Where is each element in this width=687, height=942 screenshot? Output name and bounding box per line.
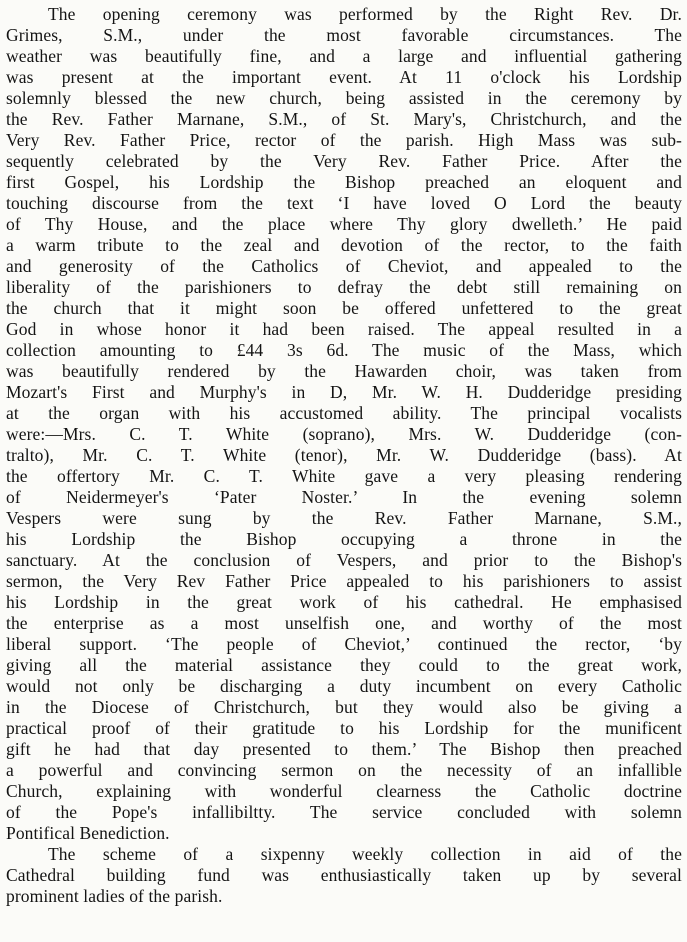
paragraph-opening-ceremony xyxy=(6,4,682,844)
text-line: at the organ with his accustomed ability. The principal vocalists xyxy=(6,403,682,423)
text-line: the church that it might soon be offered unfettered to the great xyxy=(6,298,682,318)
text-line: Very Rev. Father Price, rector of the parish. High Mass was sub- xyxy=(6,130,682,150)
text-line: was beautifully rendered by the Hawarden choir, was taken from xyxy=(6,361,682,381)
text-line: Pontifical Benediction. xyxy=(6,823,170,843)
text-line: The scheme of a sixpenny weekly collection in aid of the xyxy=(48,844,682,864)
text-line: was present at the important event. At 11 o'clock his Lordship xyxy=(6,67,682,87)
text-line: touching discourse from the text ‘I have loved O Lord the beauty xyxy=(6,193,682,213)
text-line: liberal support. ‘The people of Cheviot,’ continued the rector, ‘by xyxy=(6,634,682,654)
text-line: first Gospel, his Lordship the Bishop preached an eloquent and xyxy=(6,172,682,192)
text-line: a warm tribute to the zeal and devotion of the rector, to the faith xyxy=(6,235,682,255)
text-line: collection amounting to £44 3s 6d. The music of the Mass, which xyxy=(6,340,682,360)
text-line: sequently celebrated by the Very Rev. Father Price. After the xyxy=(6,151,682,171)
text-line: his Lordship in the great work of his cathedral. He emphasised xyxy=(6,592,682,612)
text-line: Vespers were sung by the Rev. Father Marnane, S.M., xyxy=(6,508,682,528)
text-line: Church, explaining with wonderful clearness the Catholic doctrine xyxy=(6,781,682,801)
text-line: the enterprise as a most unselfish one, and worthy of the most xyxy=(6,613,682,633)
text-line: and generosity of the Catholics of Cheviot, and appealed to the xyxy=(6,256,682,276)
text-line: Mozart's First and Murphy's in D, Mr. W. H. Dudderidge presiding xyxy=(6,382,682,402)
text-line: a powerful and convincing sermon on the necessity of an infallible xyxy=(6,760,682,780)
text-line: the Rev. Father Marnane, S.M., of St. Mary's, Christchurch, and the xyxy=(6,109,682,129)
text-line: of Neidermeyer's ‘Pater Noster.’ In the evening solemn xyxy=(6,487,682,507)
text-line: giving all the material assistance they could to the great work, xyxy=(6,655,682,675)
text-line: of Thy House, and the place where Thy glory dwelleth.’ He paid xyxy=(6,214,682,234)
text-line: would not only be discharging a duty incumbent on every Catholic xyxy=(6,676,682,696)
text-line: prominent ladies of the parish. xyxy=(6,886,223,906)
text-line: of the Pope's infallibiltty. The service concluded with solemn xyxy=(6,802,682,822)
text-line: sanctuary. At the conclusion of Vespers, and prior to the Bishop's xyxy=(6,550,682,570)
paragraph-sixpenny-collection xyxy=(6,844,682,907)
text-line: liberality of the parishioners to defray the debt still remaining on xyxy=(6,277,682,297)
text-line: The opening ceremony was performed by the Right Rev. Dr. xyxy=(48,4,682,24)
text-line: practical proof of their gratitude to his Lordship for the munificent xyxy=(6,718,682,738)
text-line: were:—Mrs. C. T. White (soprano), Mrs. W. Dudderidge (con- xyxy=(6,424,682,444)
text-line: Grimes, S.M., under the most favorable circumstances. The xyxy=(6,25,682,45)
article-column xyxy=(6,4,682,907)
text-line: Cathedral building fund was enthusiastically taken up by several xyxy=(6,865,682,885)
text-line: sermon, the Very Rev Father Price appealed to his parishioners to assist xyxy=(6,571,682,591)
text-line: the offertory Mr. C. T. White gave a very pleasing rendering xyxy=(6,466,682,486)
text-line: solemnly blessed the new church, being assisted in the ceremony by xyxy=(6,88,682,108)
text-line: weather was beautifully fine, and a large and influential gathering xyxy=(6,46,682,66)
text-line: gift he had that day presented to them.’ The Bishop then preached xyxy=(6,739,682,759)
text-line: his Lordship the Bishop occupying a throne in the xyxy=(6,529,682,549)
text-line: God in whose honor it had been raised. The appeal resulted in a xyxy=(6,319,682,339)
text-line: tralto), Mr. C. T. White (tenor), Mr. W. Dudderidge (bass). At xyxy=(6,445,682,465)
text-line: in the Diocese of Christchurch, but they would also be giving a xyxy=(6,697,682,717)
